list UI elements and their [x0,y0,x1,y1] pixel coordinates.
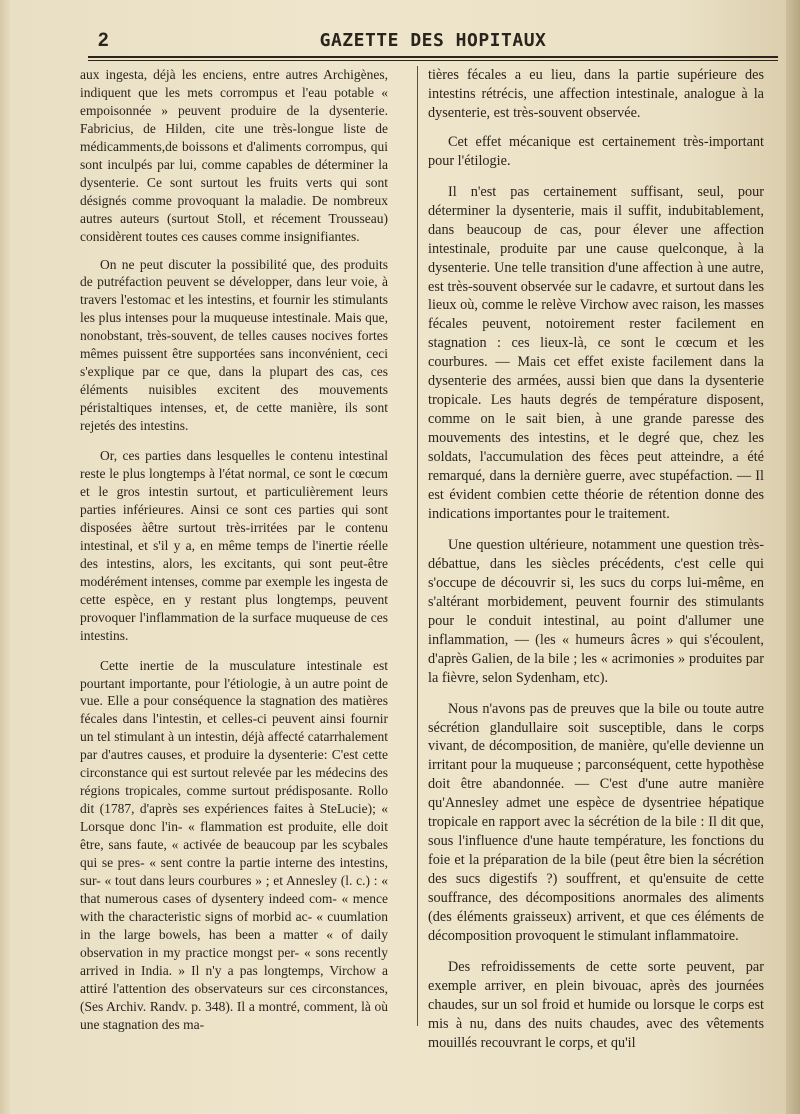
journal-title: GAZETTE DES HOPITAUX [319,30,547,51]
paragraph: aux ingesta, déjà les enciens, entre autres Archigènes, indiquent que les mets corrompus et l'eau potable « empoisonnée » peuvent produire de la dysenterie. Fabricius, de Hilden, cite une très-longue liste de médicamments,de boissons et d'aliments corrompus, qui sont inculpés par lui, comme capables de déterminer la dysenterie. Ce sont surtout les fruits verts qui sont désignés comme provoquant la maladie. De nombreux autres auteurs (surtout Stoll, et récement Trousseau) considèrent toutes ces causes comme insignifiantes. [80,67,388,244]
paragraph: On ne peut discuter la possibilité que, des produits de putréfaction peuvent se développer, dans leur voie, à travers l'estomac et les intestins, et fournir les stimulants les plus intenses pour la muqueuse intestinale. Mais que, nonobstant, très-souvent, de telles causes nocives fortes mêmes puissent être supportées sans inconvénient, ceci s'explique par ce que, dans la plupart des cas, ces éléments nuisibles excitent des mouvements péristaltiques intenses, et, de cette manière, ils sont rejetés des intestins. [80,256,388,434]
page-left-edge [0,0,10,1114]
header-rule-thin [88,60,778,61]
left-column [80,66,388,1046]
paragraph: tières fécales a eu lieu, dans la partie supérieure des intestins rétrécis, une affection intestinale, analogue à la dysenterie, est très-souvent observée. [428,67,764,121]
header-rule-thick [88,56,778,58]
paragraph: Des refroidissements de cette sorte peuvent, par exemple arriver, en plein bivouac, après des journées chaudes, sur un sol froid et humide ou lorsque le corps est mis à nu, dans des nuits chaudes, avec des vêtements mouillés recouvrant le corps, et qu'il [428,958,764,1051]
paragraph: Il n'est pas certainement suffisant, seul, pour déterminer la dysenterie, mais il suffit, indubitablement, dans beaucoup de cas, pour élever une affection intestinale, produite par une cause quelconque, à la dysenterie. Une telle transition d'une affection à une autre, est très-souvent observée sur le cadavre, et surtout dans les lieux où, comme le relève Virchow avec raison, les masses fécales peuvent, notoirement rester facilement en stagnation : ces lieux-là, ce sont le cœcum et les courbures. — Mais cet effet existe facilement dans la dysenterie des armées, aussi bien que dans la dysenterie tropicale. Les hauts degrés de température disposent, comme on le sait bien, à une grande paresse des mouvements des intestins, et le degré que, chez les soldats, l'accumulation des fèces peut atteindre, a été remarqué, dans la dernière guerre, avec stupéfaction. — Il est évident combien cette théorie de rétention donne des indications importantes pour le traitement. [428,183,764,522]
page-number: 2 [98,30,109,51]
column-divider [417,66,418,1026]
paragraph: Cette inertie de la musculature intestinale est pourtant importante, pour l'étiologie, à un autre point de vue. Elle a pour conséquence la stagnation des matières fécales dans l'intestin, et celles-ci peuvent ainsi fournir un tel stimulant à un intestin, déjà affecté catarrhalement par d'autres causes, et produire la dysenterie: C'est cette circonstance qui est surtout relevée par les médecins des régions tropicales, comme surtout prédisposante. Rollo dit (1787, d'après ses expériences faites à SteLucie); « Lorsque donc l'in- « flammation est produite, elle doit être, sans faute, « activée de beaucoup par les scybales qui se pres- « sent contre la partie interne des intestins, sur- « tout dans leurs courbures » ; et Annesley (l. c.) : « that numerous cases of dysentery indeed com- « mence with the characteristic signs of morbid ac- « cuumlation in the large bowels, has been a matter « of daily observation in my practice mongst per- « sons recently arrived in India. » Il n'y a pas longtemps, Virchow a attiré l'attention des observateurs sur ces circonstances, (Ses Archiv. Randv. p. 348). Il a montré, comment, là où une stagnation des ma- [80,657,388,1032]
paragraph: Une question ultérieure, notamment une question très-débattue, dans les siècles précédents, c'est celle qui s'occupe de découvrir si, les sucs du corps lui-même, en s'altérant morbidement, peuvent fournir des stimulants pour le conduit intestinal, au point d'allumer une inflammation, — (les « humeurs âcres » qui s'écoulent, d'après Galien, de la bile ; les « acrimonies » produites par la fièvre, selon Sydenham, etc). [428,536,764,686]
paragraph: Or, ces parties dans lesquelles le contenu intestinal reste le plus longtemps à l'état normal, ce sont le cœcum et le gros intestin surtout, et particulièrement leurs parties inférieures. Ainsi ce sont ces parties qui sont disposées àêtre surtout très-irritées par le contenu intestinal, et s'il y a, en même temps de l'inertie réelle des intestins, alors, les excitants, qui sont peut-être modérément intenses, comme par exemple les ingesta de cette espèce, en y restant plus longtemps, peuvent provoquer l'inflammation de la surface muqueuse de ces intestins. [80,448,388,643]
page-right-edge [786,0,800,1114]
paragraph: Nous n'avons pas de preuves que la bile ou toute autre sécrétion glandullaire soit susceptible, dans le corps vivant, de décomposition, de manière, qu'elle devienne un irritant pour la muqueuse ; parconséquent, cette hypothèse doit être abandonnée. — C'est d'une autre manière qu'Annesley admet une espèce de dysentriee hépatique tropicale en rapport avec la sécrétion de la bile : Il dit que, sous l'influence d'une haute température, les fonctions du foie et la préparation de la bile (peut être bien la sécrétion des sucs digestifs ?) souffrent, et qu'ensuite de cette souffrance, des décompositions anormales des aliments (des éléments graisseux) arrivent, et que ces éléments de décomposition provoquent le stimulant inflammatoire. [428,700,764,944]
paragraph: Cet effet mécanique est certainement très-important pour l'étilogie. [428,133,764,169]
page-header [88,28,778,54]
right-column [428,66,764,1065]
